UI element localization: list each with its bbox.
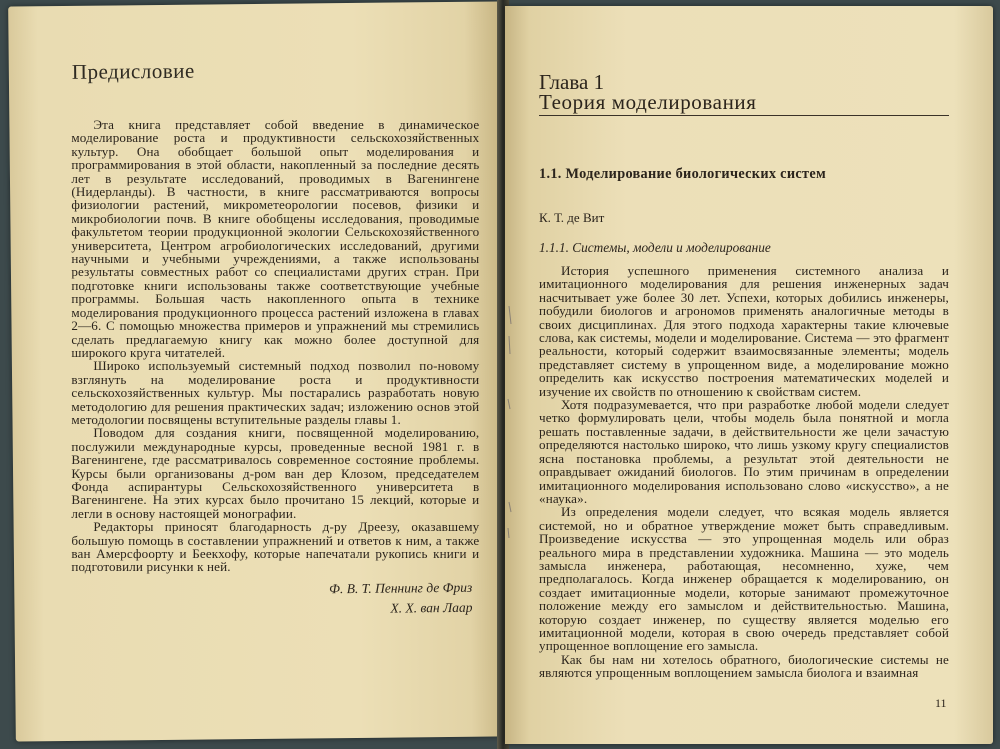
preface-title: Предисловие — [71, 58, 195, 84]
pen-mark — [509, 336, 510, 354]
pen-mark — [508, 399, 510, 409]
preface-paragraph-2: Широко используемый системный подход позволил по-новому взглянуть на моделирование роста и продуктивности сельскохозяйственных культур. Мы постарались разработать новую методологию для решения практических задач; изложению основ этой методологии посвящены вступительные разделы главы 1. — [71, 358, 480, 427]
pen-mark — [509, 502, 511, 512]
preface-paragraph-1: Эта книга представляет собой введение в динамическое моделирование роста и продуктивности сельскохозяйственных культур. Она обобщает большой опыт моделирования и программирования в этой области, накопленный за последние десять лет в результате исследований, проводимых в Вагенингене (Нидерланды). В частности, в книге рассматриваются вопросы физиологии растений, микрометеорологии посевов, физики и микробиологии почв. В книге обобщены исследования, проводимые факультетом теории продукционной экологии Сельскохозяйственного университета, Центром агробиологических исследований, другими научными и учебными учреждениями, а также использованы результаты совместных работ со специалистами других стран. При подготовке книги использованы также соответствующие учебные программы. Большая часть накопленного опыта в технике моделирования продукционного процесса растений изложена в главах 2—6. С помощью множества примеров и упражнений мы стремились сделать предлагаемую книгу как можно более доступной для широкого круга читателей. — [71, 116, 480, 360]
chapter-label: Глава 1 — [539, 70, 605, 94]
chapter-paragraph-2: Хотя подразумевается, что при разработке любой модели следует четко формулировать цели, чтобы модель была понятной и могла решать поставленные задачи, в действительности же цели зачастую определяются настолько широко, что лишь узкому кругу специалистов ясна постановка проблемы, а результат этой деятельности не оправдывает ожиданий биологов. По этим причинам в определении имитационного моделирования использовано слово «искусство», а не «наука». — [539, 397, 949, 506]
chapter-paragraph-3: Из определения модели следует, что всякая модель является системой, но и обратное утверждение может быть справедливым. Произведение искусства — это упрощенная модель или образ реального мира в представлении художника. Машина — это модель замысла инженера, работающая, несомненно, хуже, чем предполагалось. Когда инженер обращается к моделированию, он создает имитационные модели, которые занимают промежуточное положение между его замыслом и действительностью. Машина, которую создает инженер, по существу является моделью его имитационной модели, которая в свою очередь представляет собой упрощенное воплощение его замысла. — [539, 504, 949, 654]
chapter-paragraph-1: История успешного применения системного анализа и имитационного моделирования для решения инженерных задач насчитывает уже более 30 лет. Успехи, которых добились инженеры, побудили биологов и агрономов применять аналогичные методы в своих дисциплинах. Для этого подхода характерны такие ключевые слова, как системы, модели и моделирование. Система — это фрагмент реальности, который содержит взаимосвязанные элементы; модель представляет систему в упрощенном виде, а моделирование можно определить как искусство построения математических моделей и изучение их свойств по отношению к свойствам систем. — [539, 263, 949, 399]
right-page — [505, 6, 993, 744]
pen-marks — [505, 6, 993, 744]
preface-body — [71, 118, 479, 574]
editor-signature-1: Ф. В. Т. Пеннинг де Фриз — [328, 579, 473, 597]
section-title: 1.1. Моделирование биологических систем — [539, 166, 827, 182]
editors-signatures — [224, 578, 472, 621]
subsection-title: 1.1.1. Системы, модели и моделирование — [539, 240, 771, 255]
section-author: К. Т. де Вит — [539, 210, 605, 225]
left-page — [8, 1, 506, 741]
preface-paragraph-3: Поводом для создания книги, посвященной моделированию, послужили международные курсы, проведенные весной 1981 г. в Вагенингене, где рассматривалось современное состояние проблемы. Курсы были организованы д-ром ван дер Клозом, председателем Фонда аспирантуры Сельскохозяйственного университета в Вагенингене. На этих курсах было прочитано 15 лекций, которые и легли в основу настоящей монографии. — [71, 425, 480, 521]
pen-mark — [508, 528, 509, 538]
editor-signature-2: Х. Х. ван Лаар — [390, 599, 473, 616]
preface-paragraph-4: Редакторы приносят благодарность д-ру Дреезу, оказавшему большую помощь в составлении упражнений и ответов к ним, а также ван Амерсфоорту и Беекхофу, которые напечатали рукопись книги и подготовили рисунки к ней. — [71, 519, 480, 575]
page-number: 11 — [935, 696, 947, 710]
chapter-paragraph-4: Как бы нам ни хотелось обратного, биологические системы не являются упрощенным воплощением замысла биолога и взаимная — [539, 651, 949, 681]
chapter-title: Теория моделирования — [539, 90, 757, 114]
pen-mark — [509, 306, 511, 324]
